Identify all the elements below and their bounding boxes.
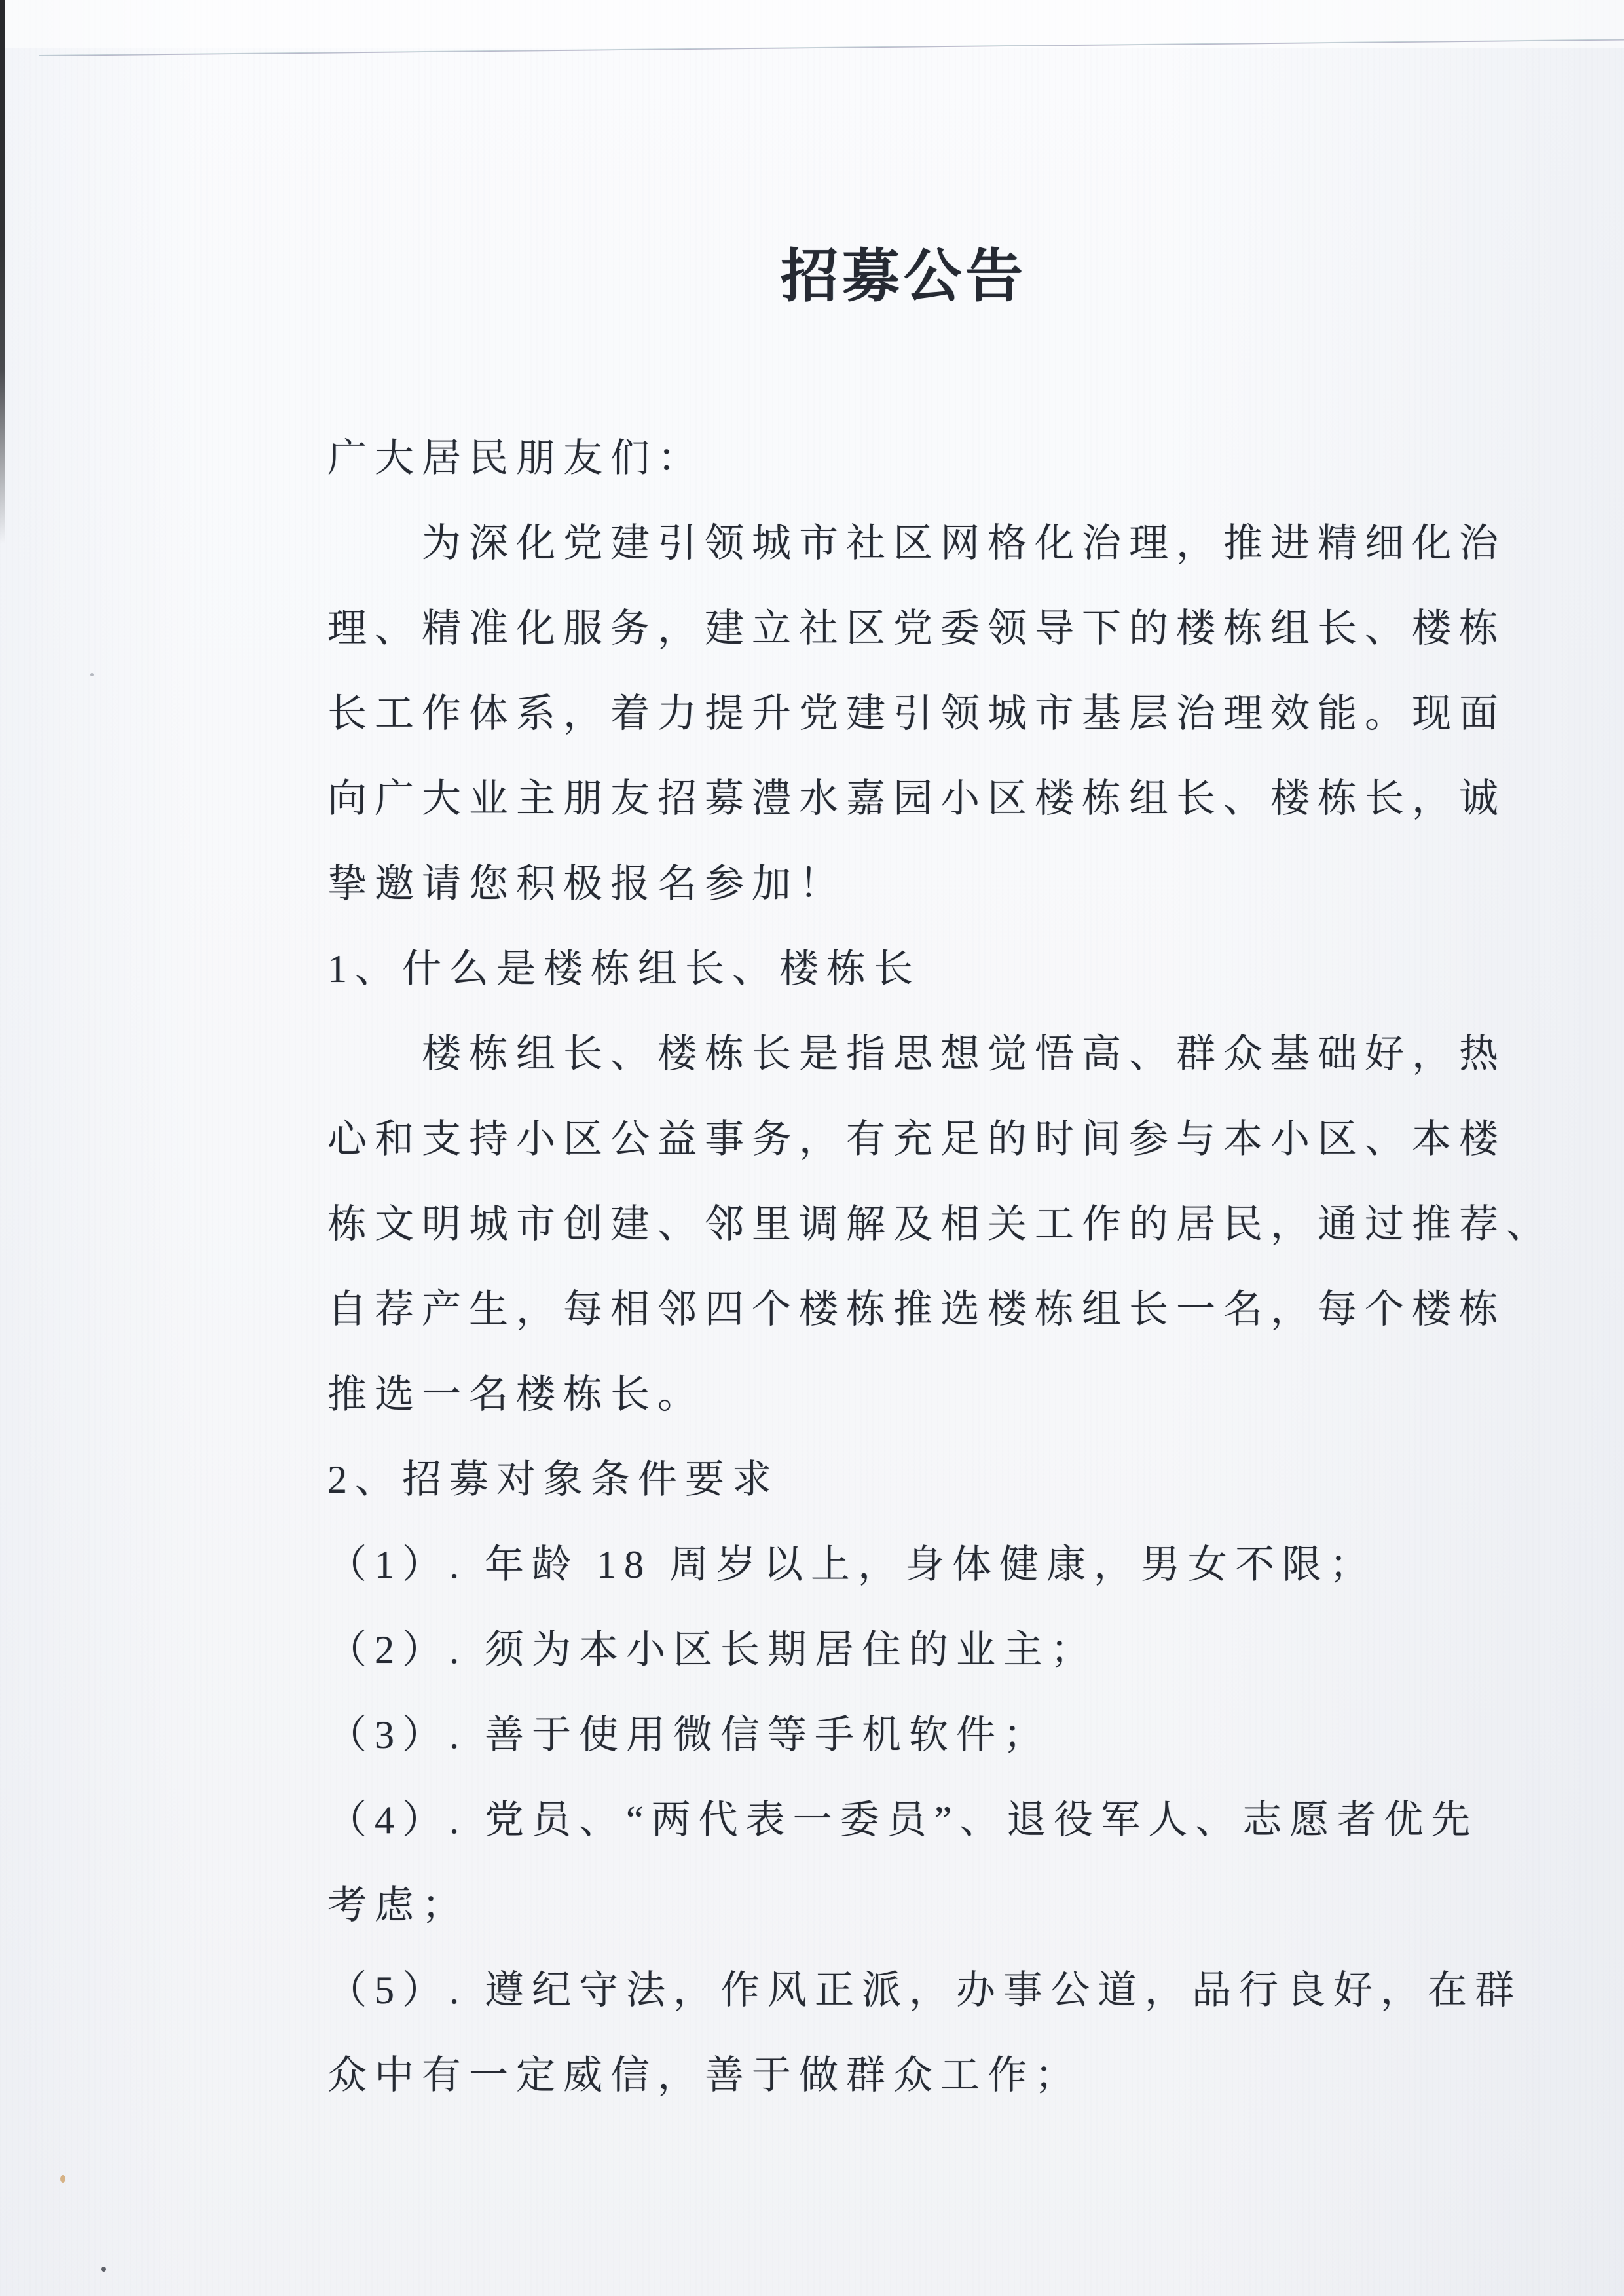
text-line: 推选一名楼栋长。 [327, 1373, 705, 1416]
text-line: 楼栋组长、楼栋长是指思想觉悟高、群众基础好，热 [422, 1032, 1506, 1076]
text-line: 众中有一定威信，善于做群众工作； [327, 2054, 1082, 2097]
text-line: 1、什么是楼栋组长、楼栋长 [327, 947, 921, 991]
text-line: （4）. 党员、“两代表一委员”、退役军人、志愿者优先 [327, 1798, 1479, 1842]
text-line: （2）. 须为本小区长期居住的业主； [327, 1628, 1098, 1671]
text-line: （3）. 善于使用微信等手机软件； [327, 1713, 1050, 1757]
text-line: 自荐产生，每相邻四个楼栋推选楼栋组长一名，每个楼栋 [327, 1288, 1506, 1331]
scan-speck [60, 2175, 65, 2183]
text-line: 心和支持小区公益事务，有充足的时间参与本小区、本楼 [327, 1118, 1506, 1161]
text-line: 长工作体系，着力提升党建引领城市基层治理效能。现面 [327, 692, 1506, 735]
text-line: （5）. 遵纪守法，作风正派，办事公道，品行良好，在群 [327, 1969, 1522, 2012]
scan-edge-shadow [0, 0, 5, 543]
text-line: 2、招募对象条件要求 [327, 1458, 779, 1501]
scan-speck [90, 673, 94, 676]
text-line: 向广大业主朋友招募澧水嘉园小区楼栋组长、楼栋长，诚 [327, 777, 1506, 820]
text-line: 考虑； [327, 1884, 469, 1927]
text-line: （1）. 年龄 18 周岁以上，身体健康，男女不限； [327, 1543, 1376, 1586]
text-line: 理、精准化服务，建立社区党委领导下的楼栋组长、楼栋 [327, 607, 1506, 650]
document-body [327, 416, 1553, 2118]
text-line: 为深化党建引领城市社区网格化治理，推进精细化治 [422, 522, 1506, 565]
text-line: 栋文明城市创建、邻里调解及相关工作的居民，通过推荐、 [327, 1203, 1553, 1246]
text-line: 广大居民朋友们： [327, 437, 705, 480]
text-line: 挚邀请您积极报名参加！ [327, 862, 846, 905]
document-title: 招募公告 [780, 246, 1027, 309]
scan-speck [101, 2267, 106, 2272]
